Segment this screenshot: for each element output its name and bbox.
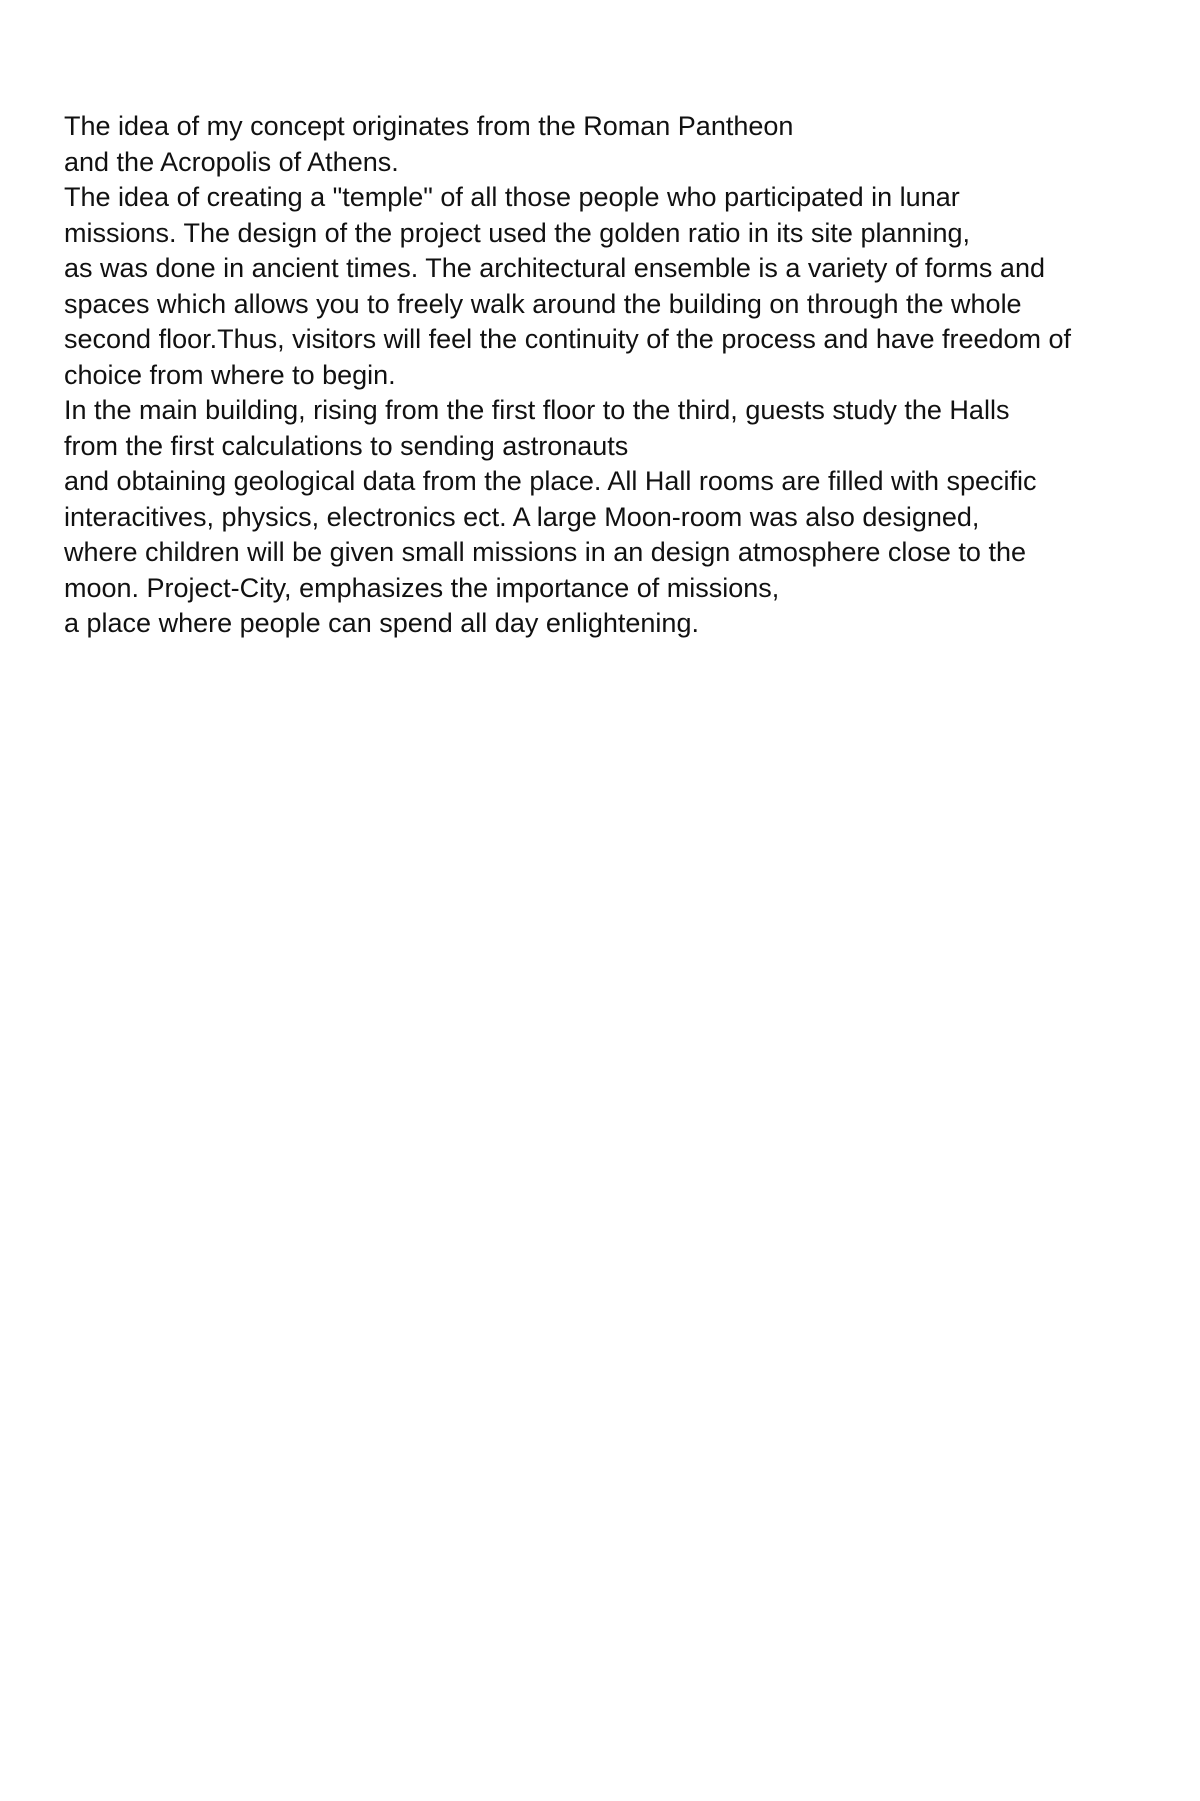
text-line: from the first calculations to sending astronauts (64, 430, 629, 461)
text-line: and the Acropolis of Athens. (64, 146, 399, 177)
body-text (64, 109, 1184, 642)
text-line: In the main building, rising from the first floor to the third, guests study the Halls (64, 395, 1010, 425)
text-line: moon. Project-City, emphasizes the importance of missions, (64, 572, 780, 603)
text-line: second floor.Thus, visitors will feel the continuity of the process and have freedom of (64, 324, 1072, 354)
text-line: missions. The design of the project used the golden ratio in its site planning, (64, 217, 971, 248)
text-line: The idea of my concept originates from the Roman Pantheon (64, 111, 794, 141)
text-line: where children will be given small missions in an design atmosphere close to the (64, 537, 1026, 567)
text-line: choice from where to begin. (64, 359, 396, 390)
text-line: and obtaining geological data from the place. All Hall rooms are filled with specific (64, 466, 1037, 496)
text-line: interacitives, physics, electronics ect. A large Moon-room was also designed, (64, 501, 980, 532)
text-line: The idea of creating a "temple" of all those people who participated in lunar (64, 182, 960, 212)
text-line: spaces which allows you to freely walk around the building on through the whole (64, 288, 1022, 319)
text-line: a place where people can spend all day enlightening. (64, 608, 699, 638)
text-line: as was done in ancient times. The architectural ensemble is a variety of forms and (64, 253, 1045, 283)
